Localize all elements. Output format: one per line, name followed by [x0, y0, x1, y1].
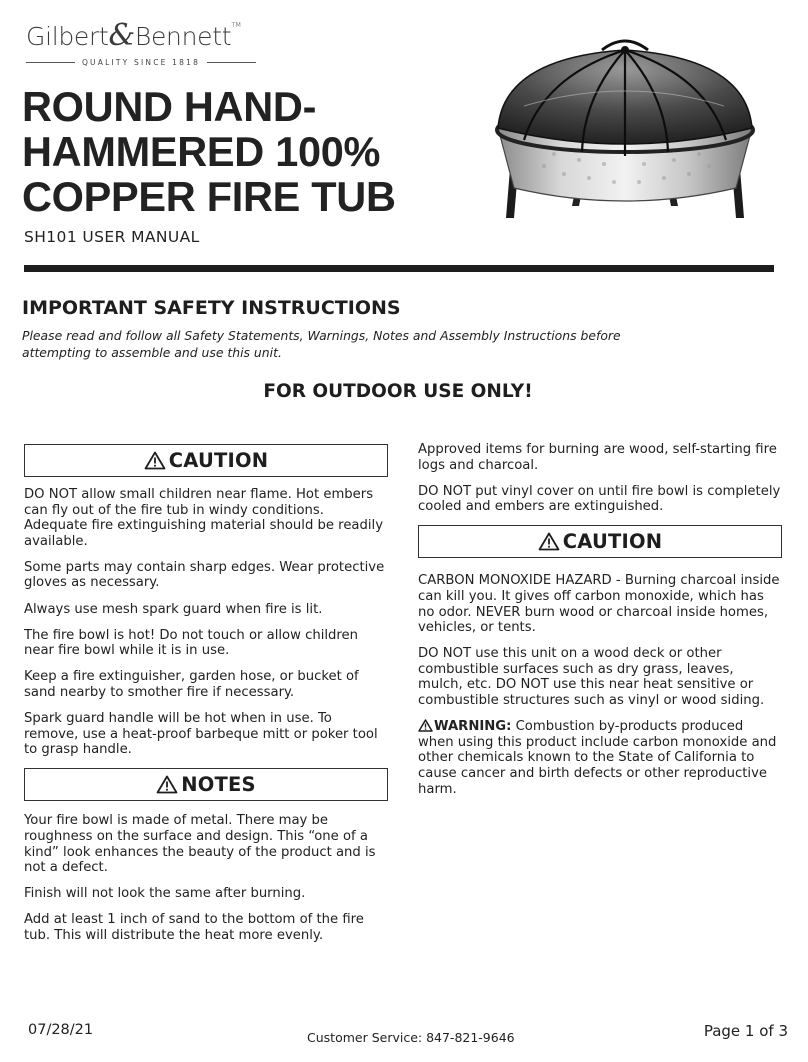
warning-triangle-icon	[156, 775, 178, 794]
caution-item: Always use mesh spark guard when fire is lit.	[24, 601, 323, 617]
warning-triangle-icon	[538, 532, 560, 551]
document-title: ROUND HAND-HAMMERED 100% COPPER FIRE TUB	[22, 83, 396, 220]
brand-ampersand: &	[108, 18, 135, 53]
safety-heading: IMPORTANT SAFETY INSTRUCTIONS	[22, 297, 401, 319]
caution-item: Keep a fire extinguisher, garden hose, or bucket of sand nearby to smother fire if necessary.	[24, 669, 359, 700]
caution-item: DO NOT use this unit on a wood deck or other combustible surfaces such as dry grass, leaves, mulch, etc. DO NOT use this near heat sensitive or combustible structures such as vinyl or wood siding.	[418, 646, 765, 709]
brand-logo	[26, 18, 276, 67]
header-divider	[24, 265, 774, 272]
warning-text: Combustion by-products produced when using this product include carbon monoxide and other chemicals known to the State of California to cause cancer and birth defects or other reproductive harm.	[418, 719, 777, 797]
notes-header	[24, 768, 388, 801]
trademark-mark: TM	[231, 21, 241, 29]
caution-header	[418, 525, 782, 558]
caution-item: Some parts may contain sharp edges. Wear protective gloves as necessary.	[24, 559, 385, 591]
customer-service: Customer Service: 847-821-9646	[307, 1030, 515, 1045]
safety-intro: Please read and follow all Safety Statements, Warnings, Notes and Assembly Instructions before attempting to assemble and use this unit.	[22, 328, 621, 360]
product-image	[484, 36, 766, 222]
warning-triangle-icon	[418, 719, 433, 732]
caution-header	[24, 444, 388, 477]
notes-title: NOTES	[181, 773, 256, 797]
right-column	[418, 442, 782, 808]
caution-item: The fire bowl is hot! Do not touch or allow children near fire bowl while it is in use.	[24, 627, 358, 659]
caution-title: CAUTION	[168, 448, 269, 472]
document-subtitle: SH101 USER MANUAL	[24, 228, 200, 246]
footer-date: 07/28/21	[28, 1022, 94, 1038]
prop65-warning	[418, 719, 782, 797]
note-item: Finish will not look the same after burning.	[24, 886, 306, 902]
left-column	[24, 444, 388, 954]
brand-name: Gilbert&Bennett™	[26, 18, 241, 53]
caution-title: CAUTION	[562, 530, 663, 554]
outdoor-use-notice: FOR OUTDOOR USE ONLY!	[263, 381, 533, 402]
burn-item: Approved items for burning are wood, self-starting fire logs and charcoal.	[418, 442, 777, 473]
brand-tagline: QUALITY SINCE 1818	[26, 58, 256, 67]
caution-item: CARBON MONOXIDE HAZARD - Burning charcoal inside can kill you. It gives off carbon monoxide, which has no odor. NEVER burn wood or charcoal inside homes, vehicles, or tents.	[418, 573, 780, 636]
warning-label: WARNING:	[434, 719, 512, 735]
note-item: Your fire bowl is made of metal. There may be roughness on the surface and design. This “one of a kind” look enhances the beauty of the product and is not a defect.	[24, 813, 376, 876]
burn-item: DO NOT put vinyl cover on until fire bowl is completely cooled and embers are extinguished.	[418, 483, 781, 515]
page-number: Page 1 of 3	[703, 1022, 788, 1040]
caution-item: Spark guard handle will be hot when in use. To remove, use a heat-proof barbeque mitt or poker tool to grasp handle.	[24, 711, 378, 758]
note-item: Add at least 1 inch of sand to the bottom of the fire tub. This will distribute the heat more evenly.	[24, 912, 364, 943]
caution-item: DO NOT allow small children near flame. Hot embers can fly out of the fire tub in windy conditions. Adequate fire extinguishing material should be readily available.	[24, 487, 384, 549]
warning-triangle-icon	[144, 451, 166, 470]
